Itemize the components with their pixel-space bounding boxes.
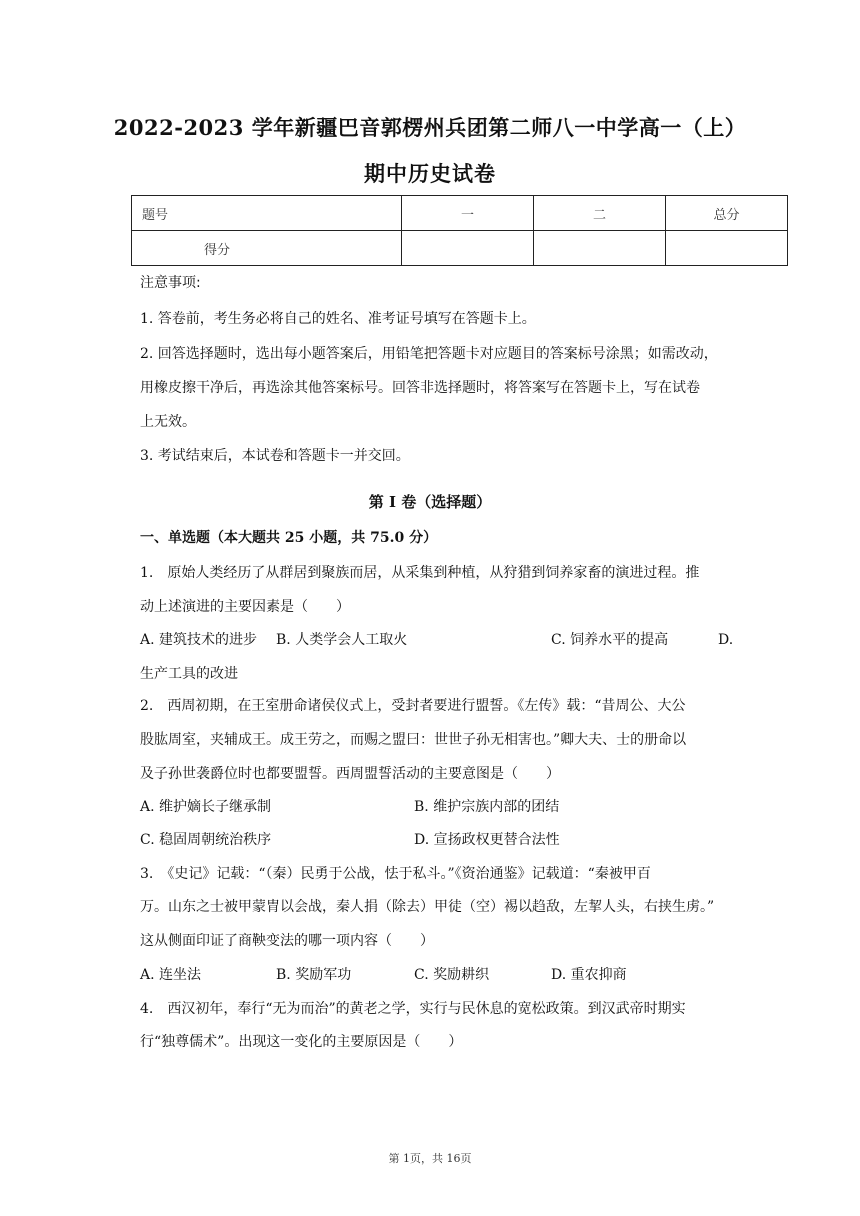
section-title: 第 I 卷（选择题）	[368, 493, 492, 511]
page-footer: 第 1页，共 16页	[388, 1152, 472, 1165]
question-2-line: 及子孙世袭爵位时也都要盟誓。西周盟誓活动的主要意图是（ ）	[140, 766, 560, 782]
question-1-option-a[interactable]: A. 建筑技术的进步	[140, 632, 258, 648]
notice-line: 1. 答卷前，考生务必将自己的姓名、准考证号填写在答题卡上。	[140, 311, 536, 327]
score-header-total: 总分	[666, 196, 788, 231]
score-cell-total[interactable]	[666, 231, 788, 266]
score-table-score-row	[132, 231, 788, 266]
question-2-option-b[interactable]: B. 维护宗族内部的团结	[414, 799, 560, 815]
score-table-header-row	[132, 196, 788, 231]
score-row-label: 得分	[132, 231, 402, 266]
question-1-line: 1. 原始人类经历了从群居到聚族而居，从采集到种植，从狩猎到饲养家畜的演进过程。推	[140, 565, 700, 581]
question-3-option-c[interactable]: C. 奖励耕织	[414, 967, 490, 983]
score-cell-part-1[interactable]	[402, 231, 534, 266]
score-header-question-no: 题号	[132, 196, 402, 231]
exam-title-line2: 期中历史试卷	[364, 161, 496, 186]
question-3-option-a[interactable]: A. 连坐法	[140, 967, 202, 983]
question-1-option-b[interactable]: B. 人类学会人工取火	[276, 632, 408, 648]
score-cell-part-2[interactable]	[534, 231, 666, 266]
question-2-option-d[interactable]: D. 宣扬政权更替合法性	[414, 832, 560, 848]
score-header-part-1: 一	[402, 196, 534, 231]
part-title: 一、单选题（本大题共 25 小题，共 75.0 分）	[140, 530, 438, 546]
question-3-line: 3. 《史记》记载：“（秦）民勇于公战，怯于私斗。”《资治通鉴》记载道：“秦被甲百	[140, 866, 651, 882]
score-table	[131, 195, 788, 266]
question-2-option-c[interactable]: C. 稳固周朝统治秩序	[140, 832, 272, 848]
question-4-line: 行“独尊儒术”。出现这一变化的主要原因是（ ）	[140, 1034, 463, 1050]
question-3-line: 这从侧面印证了商鞅变法的哪一项内容（ ）	[140, 933, 434, 949]
score-header-part-2: 二	[534, 196, 666, 231]
question-1-option-d-text[interactable]: 生产工具的改进	[140, 666, 238, 682]
notice-line: 3. 考试结束后，本试卷和答题卡一并交回。	[140, 448, 410, 464]
question-2-option-a[interactable]: A. 维护嫡长子继承制	[140, 799, 272, 815]
question-3-option-d[interactable]: D. 重农抑商	[551, 967, 627, 983]
notice-line: 用橡皮擦干净后，再选涂其他答案标号。回答非选择题时，将答案写在答题卡上，写在试卷	[140, 380, 700, 396]
question-3-option-b[interactable]: B. 奖励军功	[276, 967, 352, 983]
question-1-option-c[interactable]: C. 饲养水平的提高	[551, 632, 669, 648]
question-2-line: 股肱周室，夹辅成王。成王劳之，而赐之盟曰：世世子孙无相害也。”卿大夫、士的册命以	[140, 732, 687, 748]
notice-line: 2. 回答选择题时，选出每小题答案后，用铅笔把答题卡对应题目的答案标号涂黑；如需改动，	[140, 346, 718, 362]
exam-title-line1: 2022-2023 学年新疆巴音郭楞州兵团第二师八一中学高一（上）	[113, 115, 747, 140]
notice-line: 上无效。	[140, 414, 196, 430]
question-2-line: 2. 西周初期，在王室册命诸侯仪式上，受封者要进行盟誓。《左传》载：“昔周公、大公	[140, 698, 686, 714]
question-4-line: 4. 西汉初年，奉行“无为而治”的黄老之学，实行与民休息的宽松政策。到汉武帝时期实	[140, 1001, 686, 1017]
question-3-line: 万。山东之士被甲蒙胄以会战，秦人捐（除去）甲徒（空）裼以趋敌，左挈人头，右挟生虏。”	[140, 899, 715, 915]
notice-heading: 注意事项:	[140, 275, 201, 291]
question-1-option-d[interactable]: D.	[718, 632, 734, 648]
question-1-line: 动上述演进的主要因素是（ ）	[140, 599, 350, 615]
